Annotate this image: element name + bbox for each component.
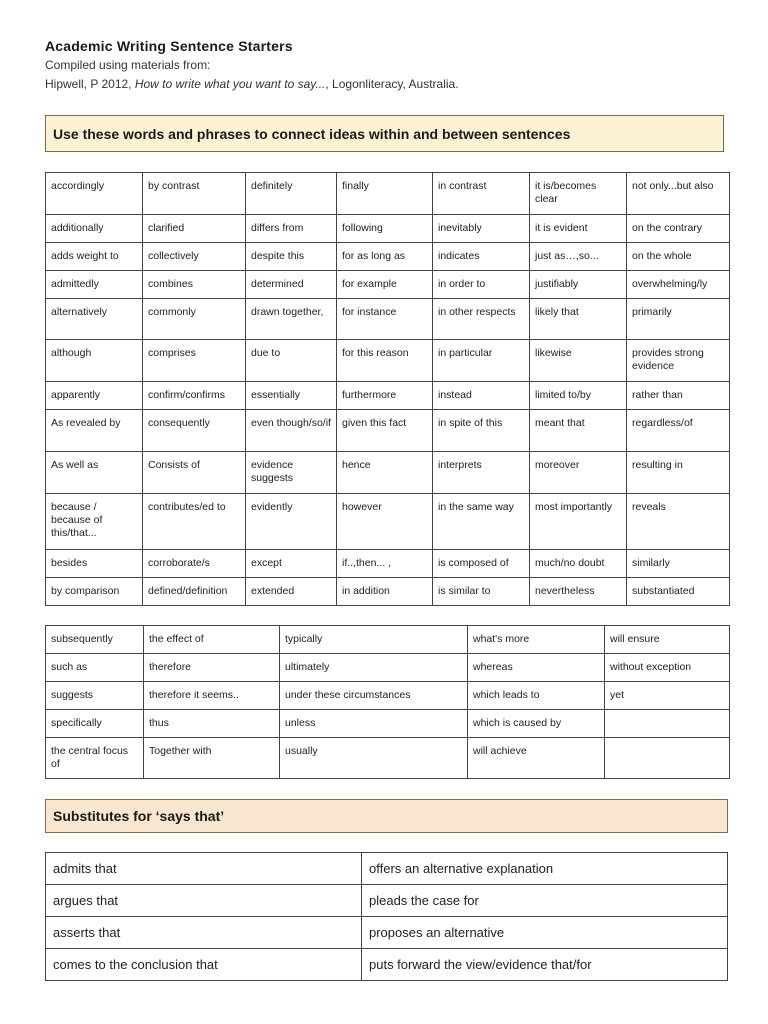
table-cell: interprets — [433, 452, 530, 494]
table-cell: will achieve — [468, 738, 605, 779]
table-cell: definitely — [246, 173, 337, 215]
table-cell: evidence suggests — [246, 452, 337, 494]
table-cell: it is evident — [530, 215, 627, 243]
table-cell — [605, 710, 730, 738]
table-cell: in addition — [337, 578, 433, 606]
table-cell: yet — [605, 682, 730, 710]
table-cell: most importantly — [530, 494, 627, 550]
table-cell: due to — [246, 340, 337, 382]
table-row — [46, 550, 730, 578]
table-row — [46, 271, 730, 299]
table-cell: pleads the case for — [362, 885, 728, 917]
table-cell: suggests — [46, 682, 144, 710]
table-row — [46, 452, 730, 494]
table-cell: admits that — [46, 853, 362, 885]
table-cell: the central focus of — [46, 738, 144, 779]
table-cell: additionally — [46, 215, 143, 243]
table-cell: finally — [337, 173, 433, 215]
citation-suffix: , Logonliteracy, Australia. — [325, 77, 459, 91]
table-cell: defined/definition — [143, 578, 246, 606]
table-cell: on the whole — [627, 243, 730, 271]
table-cell: for this reason — [337, 340, 433, 382]
table-cell: alternatively — [46, 299, 143, 340]
table-cell: reveals — [627, 494, 730, 550]
table-cell: combines — [143, 271, 246, 299]
table-cell: in contrast — [433, 173, 530, 215]
table-cell: As revealed by — [46, 410, 143, 452]
table-cell: offers an alternative explanation — [362, 853, 728, 885]
table-row — [46, 738, 730, 779]
says-that-table — [45, 852, 728, 981]
table-cell: in particular — [433, 340, 530, 382]
compiled-note: Compiled using materials from: — [45, 58, 211, 72]
table-cell: specifically — [46, 710, 144, 738]
table-row — [46, 626, 730, 654]
table-cell: despite this — [246, 243, 337, 271]
table-row — [46, 173, 730, 215]
table-cell: however — [337, 494, 433, 550]
table-cell: clarified — [143, 215, 246, 243]
table-cell: argues that — [46, 885, 362, 917]
table-row — [46, 682, 730, 710]
table-cell: meant that — [530, 410, 627, 452]
table-cell: much/no doubt — [530, 550, 627, 578]
table-cell: primarily — [627, 299, 730, 340]
table-cell: on the contrary — [627, 215, 730, 243]
table-cell: apparently — [46, 382, 143, 410]
table-cell: inevitably — [433, 215, 530, 243]
table-cell: hence — [337, 452, 433, 494]
table-cell: although — [46, 340, 143, 382]
table-cell: puts forward the view/evidence that/for — [362, 949, 728, 981]
table-cell: collectively — [143, 243, 246, 271]
table-cell: the effect of — [144, 626, 280, 654]
table-cell: extended — [246, 578, 337, 606]
table-cell: nevertheless — [530, 578, 627, 606]
table-cell: it is/becomes clear — [530, 173, 627, 215]
table-cell: justifiably — [530, 271, 627, 299]
table-row — [46, 917, 728, 949]
table-cell: usually — [280, 738, 468, 779]
table-cell: rather than — [627, 382, 730, 410]
table-cell: consequently — [143, 410, 246, 452]
section-heading-says-that: Substitutes for ‘says that’ — [45, 799, 728, 833]
table-row — [46, 949, 728, 981]
connectors-table-continued — [45, 625, 730, 779]
citation — [45, 77, 459, 91]
connectors-table — [45, 172, 730, 606]
table-row — [46, 885, 728, 917]
table-cell: contributes/ed to — [143, 494, 246, 550]
table-cell: furthermore — [337, 382, 433, 410]
table-cell: which is caused by — [468, 710, 605, 738]
table-cell: except — [246, 550, 337, 578]
table-cell: in order to — [433, 271, 530, 299]
table-cell: given this fact — [337, 410, 433, 452]
table-cell: determined — [246, 271, 337, 299]
table-cell: instead — [433, 382, 530, 410]
table-cell: typically — [280, 626, 468, 654]
table-cell: overwhelming/ly — [627, 271, 730, 299]
table-cell: drawn together, — [246, 299, 337, 340]
section-heading-connectors: Use these words and phrases to connect ideas within and between sentences — [45, 115, 724, 152]
table-cell: unless — [280, 710, 468, 738]
table-row — [46, 299, 730, 340]
table-cell: under these circumstances — [280, 682, 468, 710]
table-cell: by comparison — [46, 578, 143, 606]
table-cell: resulting in — [627, 452, 730, 494]
citation-prefix: Hipwell, P 2012, — [45, 77, 135, 91]
table-cell: limited to/by — [530, 382, 627, 410]
table-cell: by contrast — [143, 173, 246, 215]
table-row — [46, 215, 730, 243]
table-row — [46, 410, 730, 452]
table-row — [46, 578, 730, 606]
table-cell: in the same way — [433, 494, 530, 550]
table-cell: provides strong evidence — [627, 340, 730, 382]
table-cell: moreover — [530, 452, 627, 494]
table-cell: subsequently — [46, 626, 144, 654]
table-row — [46, 340, 730, 382]
table-cell: such as — [46, 654, 144, 682]
table-cell: for as long as — [337, 243, 433, 271]
table-cell: is similar to — [433, 578, 530, 606]
table-cell: Together with — [144, 738, 280, 779]
table-cell: confirm/confirms — [143, 382, 246, 410]
table-cell: Consists of — [143, 452, 246, 494]
table-cell: thus — [144, 710, 280, 738]
table-cell: is composed of — [433, 550, 530, 578]
table-cell: substantiated — [627, 578, 730, 606]
table-cell: therefore — [144, 654, 280, 682]
citation-title: How to write what you want to say... — [134, 77, 326, 91]
table-cell — [605, 738, 730, 779]
table-cell: regardless/of — [627, 410, 730, 452]
table-cell: differs from — [246, 215, 337, 243]
table-cell: because / because of this/that... — [46, 494, 143, 550]
table-cell: evidently — [246, 494, 337, 550]
table-cell: accordingly — [46, 173, 143, 215]
table-cell: likewise — [530, 340, 627, 382]
table-cell: similarly — [627, 550, 730, 578]
table-cell: comes to the conclusion that — [46, 949, 362, 981]
table-cell: what's more — [468, 626, 605, 654]
table-row — [46, 853, 728, 885]
table-row — [46, 382, 730, 410]
document-title: Academic Writing Sentence Starters — [45, 38, 293, 54]
table-cell: which leads to — [468, 682, 605, 710]
table-cell: indicates — [433, 243, 530, 271]
table-cell: corroborate/s — [143, 550, 246, 578]
table-cell: not only...but also — [627, 173, 730, 215]
table-row — [46, 494, 730, 550]
table-cell: following — [337, 215, 433, 243]
table-cell: ultimately — [280, 654, 468, 682]
table-cell: As well as — [46, 452, 143, 494]
table-row — [46, 710, 730, 738]
table-cell: for example — [337, 271, 433, 299]
table-cell: if..,then... , — [337, 550, 433, 578]
table-cell: admittedly — [46, 271, 143, 299]
table-cell: just as…,so... — [530, 243, 627, 271]
table-cell: commonly — [143, 299, 246, 340]
table-cell: besides — [46, 550, 143, 578]
table-cell: likely that — [530, 299, 627, 340]
table-cell: adds weight to — [46, 243, 143, 271]
table-cell: in spite of this — [433, 410, 530, 452]
table-cell: in other respects — [433, 299, 530, 340]
table-row — [46, 243, 730, 271]
table-cell: without exception — [605, 654, 730, 682]
table-cell: comprises — [143, 340, 246, 382]
table-cell: essentially — [246, 382, 337, 410]
table-cell: therefore it seems.. — [144, 682, 280, 710]
table-row — [46, 654, 730, 682]
table-cell: proposes an alternative — [362, 917, 728, 949]
table-cell: even though/so/if — [246, 410, 337, 452]
table-cell: whereas — [468, 654, 605, 682]
table-cell: for instance — [337, 299, 433, 340]
table-cell: will ensure — [605, 626, 730, 654]
table-cell: asserts that — [46, 917, 362, 949]
